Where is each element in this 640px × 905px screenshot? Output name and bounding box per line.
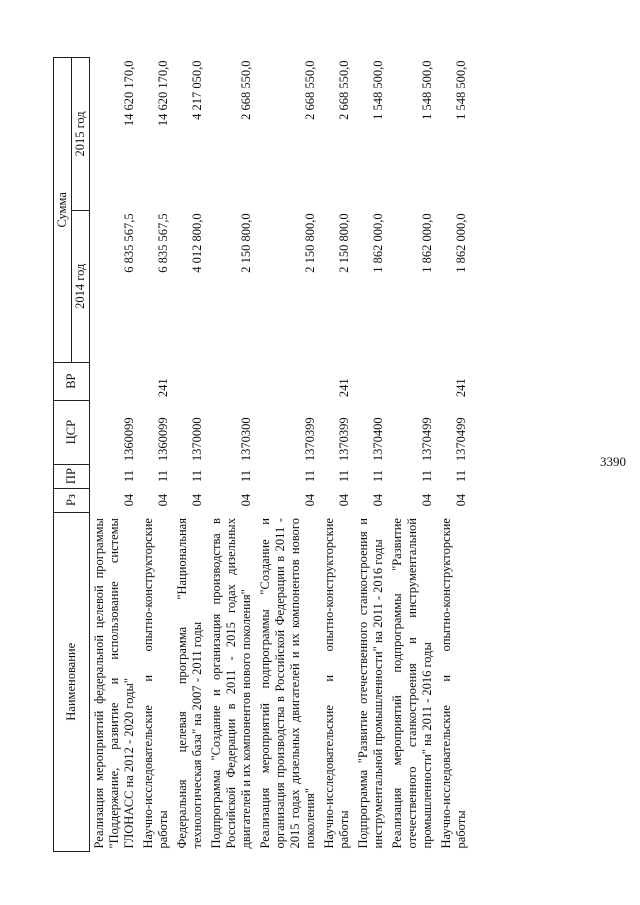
row-vr: 241 — [156, 378, 170, 398]
row-pr: 11 — [303, 470, 317, 483]
table-row — [90, 58, 140, 852]
header-pr: ПР — [54, 464, 90, 488]
row-sum-2014: 4 012 800,0 — [190, 213, 204, 273]
row-pr: 11 — [420, 470, 434, 483]
table-row — [173, 58, 207, 852]
row-rz: 04 — [337, 493, 351, 507]
row-sum-2014: 1 862 000,0 — [420, 213, 434, 273]
row-sum-2015: 14 620 170,0 — [156, 60, 170, 127]
row-pr: 11 — [190, 470, 204, 483]
row-csr: 1370499 — [454, 417, 468, 462]
row-sum-2014: 2 150 800,0 — [239, 213, 253, 273]
row-vr — [388, 362, 437, 400]
page-number: 3390 — [600, 454, 626, 469]
row-sum-2014: 6 835 567,5 — [156, 213, 170, 273]
row-name: Подпрограмма "Развитие отечественного станкостроения и инструментальной промышленности" на 2011 - 2016 годы — [356, 518, 385, 849]
row-name: Реализация мероприятий подпрограммы "Создание и организация производства в Российской Федерации в 2011 - 2015 годах дизельных двигателей и их компонентов нового поколения" — [258, 518, 317, 849]
table-row — [256, 58, 320, 852]
row-csr: 1370300 — [239, 417, 253, 462]
row-sum-2014: 2 150 800,0 — [337, 213, 351, 273]
row-vr — [207, 362, 256, 400]
row-csr: 1370000 — [190, 417, 204, 462]
row-csr: 1360099 — [122, 417, 136, 462]
table-row — [354, 58, 388, 852]
row-sum-2015: 4 217 050,0 — [190, 60, 204, 120]
row-csr: 1370400 — [371, 417, 385, 462]
row-pr: 11 — [239, 470, 253, 483]
row-rz: 04 — [156, 493, 170, 507]
row-rz: 04 — [454, 493, 468, 507]
row-pr: 11 — [122, 470, 136, 483]
header-sum: Сумма — [54, 58, 72, 363]
row-rz: 04 — [239, 493, 253, 507]
row-vr: 241 — [337, 378, 351, 398]
row-name: Реализация мероприятий федеральной целевой программы "Поддержание, развитие и использование системы ГЛОНАСС на 2012 - 2020 годы" — [92, 518, 136, 849]
row-name: Научно-исследовательские и опытно-конструкторские работы — [141, 518, 170, 849]
row-name: Научно-исследовательские и опытно-конструкторские работы — [439, 518, 468, 849]
table-row — [388, 58, 437, 852]
row-csr: 1370399 — [337, 417, 351, 462]
header-vr: ВР — [54, 362, 90, 400]
row-sum-2015: 1 548 500,0 — [371, 60, 385, 120]
row-sum-2015: 14 620 170,0 — [122, 60, 136, 127]
row-pr: 11 — [156, 470, 170, 483]
row-vr — [90, 362, 140, 400]
row-vr — [173, 362, 207, 400]
row-sum-2015: 1 548 500,0 — [454, 60, 468, 120]
table-row — [207, 58, 256, 852]
row-vr — [354, 362, 388, 400]
row-rz: 04 — [420, 493, 434, 507]
row-csr: 1370399 — [303, 417, 317, 462]
row-sum-2015: 2 668 550,0 — [303, 60, 317, 120]
row-sum-2014: 1 862 000,0 — [371, 213, 385, 273]
row-pr: 11 — [454, 470, 468, 483]
row-rz: 04 — [122, 493, 136, 507]
row-rz: 04 — [371, 493, 385, 507]
row-sum-2014: 2 150 800,0 — [303, 213, 317, 273]
row-vr — [256, 362, 320, 400]
budget-table — [53, 57, 471, 852]
table-row — [320, 58, 354, 852]
header-year-2015: 2015 год — [72, 58, 90, 211]
row-sum-2014: 1 862 000,0 — [454, 213, 468, 273]
row-name: Подпрограмма "Создание и организация производства в Российской Федерации в 2011 - 2015 годах дизельных двигателей и их компонентов нового поколения" — [209, 518, 253, 849]
header-rz: Рз — [54, 488, 90, 512]
row-sum-2015: 2 668 550,0 — [337, 60, 351, 120]
header-csr: ЦСР — [54, 400, 90, 464]
row-name: Федеральная целевая программа "Национальная технологическая база" на 2007 - 2011 годы — [175, 518, 204, 849]
row-vr: 241 — [454, 378, 468, 398]
row-name: Научно-исследовательские и опытно-конструкторские работы — [322, 518, 351, 849]
row-sum-2014: 6 835 567,5 — [122, 213, 136, 273]
row-name: Реализация мероприятий подпрограммы "Развитие отечественного станкостроения и инструментальной промышленности" на 2011 - 2016 годы — [390, 518, 434, 849]
row-sum-2015: 1 548 500,0 — [420, 60, 434, 120]
row-rz: 04 — [303, 493, 317, 507]
header-year-2014: 2014 год — [72, 210, 90, 362]
table-row — [437, 58, 471, 852]
row-sum-2015: 2 668 550,0 — [239, 60, 253, 120]
row-rz: 04 — [190, 493, 204, 507]
table-row — [139, 58, 173, 852]
row-csr: 1370499 — [420, 417, 434, 462]
row-pr: 11 — [337, 470, 351, 483]
row-pr: 11 — [371, 470, 385, 483]
row-csr: 1360099 — [156, 417, 170, 462]
header-name: Наименование — [54, 512, 90, 851]
